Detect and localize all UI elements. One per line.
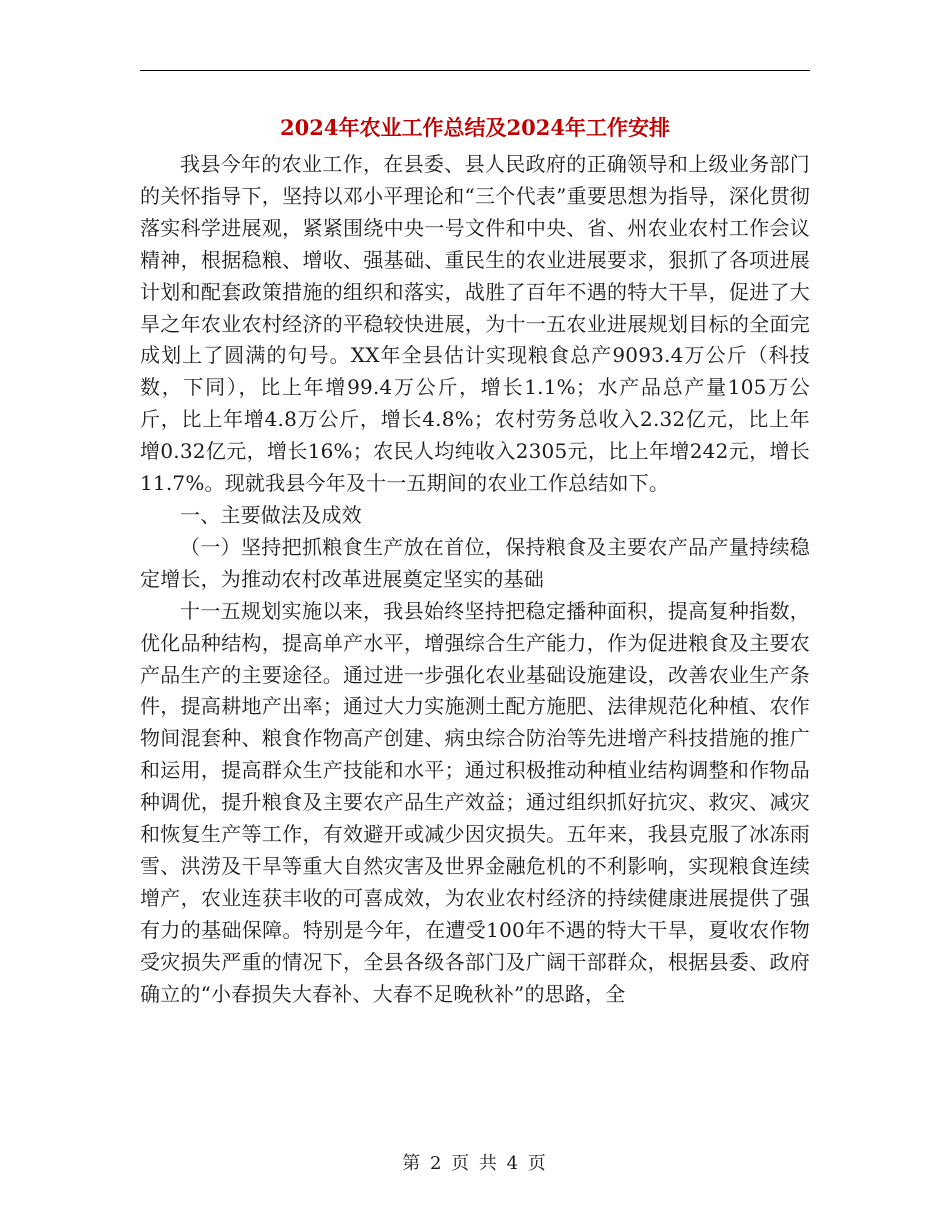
footer-suffix: 页: [527, 1153, 548, 1174]
footer-page-word: 页: [451, 1153, 472, 1174]
footer-prefix: 第: [402, 1153, 423, 1174]
footer-total-word: 共: [478, 1153, 499, 1174]
page-footer: [0, 1151, 950, 1177]
paragraph-body: 十一五规划实施以来，我县始终坚持把稳定播种面积，提高复种指数，优化品种结构，提高单产水平，增强综合生产能力，作为促进粮食及主要农产品生产的主要途径。通过进一步强化农业基础设施建设，改善农业生产条件，提高耕地产出率；通过大力实施测土配方施肥、法律规范化种植、农作物间混套种、粮食作物高产创建、病虫综合防治等先进增产科技措施的推广和运用，提高群众生产技能和水平；通过积极推动种植业结构调整和作物品种调优，提升粮食及主要农产品生产效益；通过组织抓好抗灾、救灾、减灾和恢复生产等工作，有效避开或减少因灾损失。五年来，我县克服了冰冻雨雪、洪涝及干旱等重大自然灾害及世界金融危机的不利影响，实现粮食连续增产，农业连获丰收的可喜成效，为农业农村经济的持续健康进展提供了强有力的基础保障。特别是今年，在遭受100年不遇的特大干旱，夏收农作物受灾损失严重的情况下，全县各级各部门及广阔干部群众，根据县委、政府确立的“小春损失大春补、大春不足晚秋补”的思路，全: [140, 598, 810, 1006]
footer-total-pages: 4: [506, 1153, 521, 1174]
footer-current-page: 2: [429, 1153, 444, 1174]
document-title: 2024年农业工作总结及2024年工作安排: [280, 115, 670, 140]
document-body: [140, 149, 810, 1010]
section-heading: 一、主要做法及成效: [180, 502, 362, 527]
subsection-heading: （一）坚持把抓粮食生产放在首位，保持粮食及主要农产品产量持续稳定增长，为推动农村改革进展奠定坚实的基础: [140, 534, 810, 591]
paragraph-intro: 我县今年的农业工作，在县委、县人民政府的正确领导和上级业务部门的关怀指导下，坚持以邓小平理论和“三个代表”重要思想为指导，深化贯彻落实科学进展观，紧紧围绕中央一号文件和中央、省、州农业农村工作会议精神，根据稳粮、增收、强基础、重民生的农业进展要求，狠抓了各项进展计划和配套政策措施的组织和落实，战胜了百年不遇的特大干旱，促进了大旱之年农业农村经济的平稳较快进展，为十一五农业进展规划目标的全面完成划上了圆满的句号。XX年全县估计实现粮食总产9093.4万公斤（科技数，下同），比上年增99.4万公斤，增长1.1%；水产品总产量105万公斤，比上年增4.8万公斤，增长4.8%；农村劳务总收入2.32亿元，比上年增0.32亿元，增长16%；农民人均纯收入2305元，比上年增242元，增长11.7%。现就我县今年及十一五期间的农业工作总结如下。: [140, 152, 810, 496]
header-rule: [140, 70, 810, 71]
